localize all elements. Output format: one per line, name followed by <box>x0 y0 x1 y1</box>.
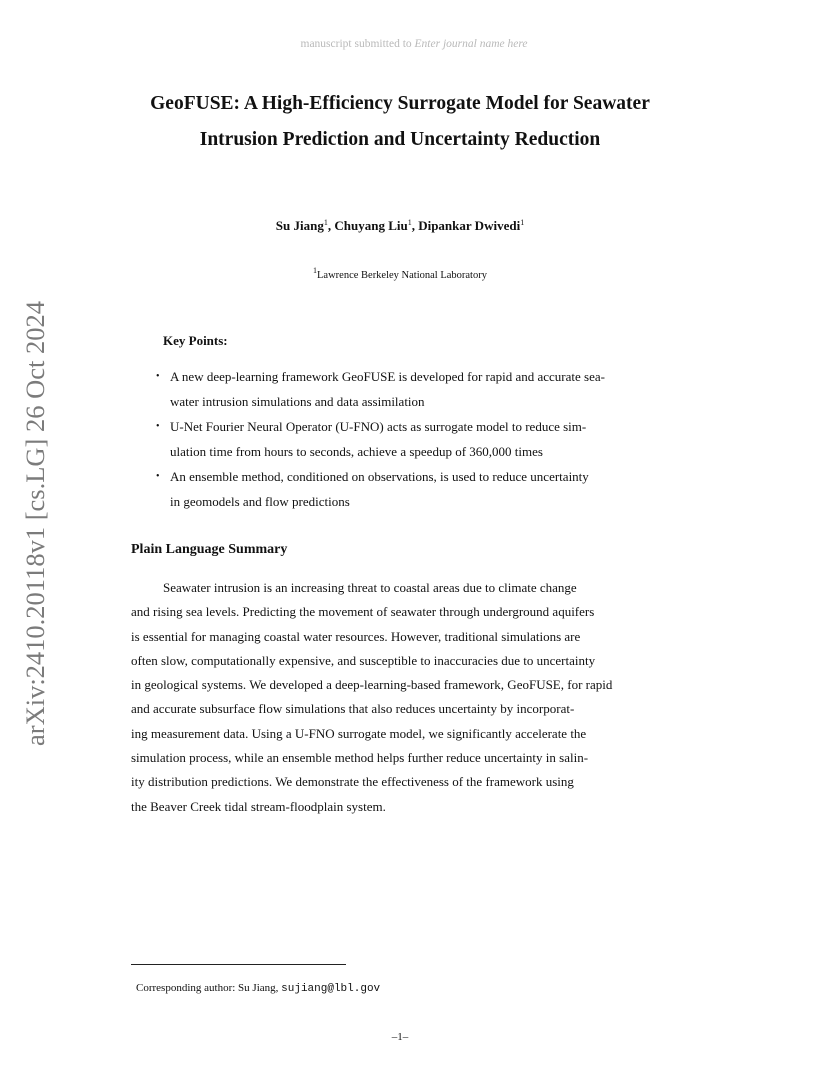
key-point-line: An ensemble method, conditioned on observations, is used to reduce uncertainty <box>170 469 589 484</box>
key-point-line: A new deep-learning framework GeoFUSE is developed for rapid and accurate sea- <box>170 369 605 384</box>
bullet-icon: • <box>156 421 160 432</box>
key-point-line: U-Net Fourier Neural Operator (U-FNO) acts as surrogate model to reduce sim- <box>170 419 587 434</box>
bullet-icon: • <box>156 471 160 482</box>
arxiv-sidebar <box>8 288 64 758</box>
header-prefix: manuscript submitted to <box>300 38 412 50</box>
paper-title: GeoFUSE: A High-Efficiency Surrogate Model for Seawater Intrusion Prediction and Uncertainty Reduction <box>150 93 650 150</box>
summary-line: ing measurement data. Using a U-FNO surrogate model, we significantly accelerate the <box>131 725 587 741</box>
summary-line: and accurate subsurface flow simulations that also reduces uncertainty by incorporat- <box>131 701 575 717</box>
key-point-item <box>154 415 664 464</box>
author-email-link[interactable]: sujiang@lbl.gov <box>281 983 381 995</box>
summary-line: Seawater intrusion is an increasing threat to coastal areas due to climate change <box>163 580 577 595</box>
author-affiliation-mark: 1 <box>323 218 328 227</box>
key-point-item <box>154 465 664 514</box>
corresponding-author-footnote <box>136 982 380 995</box>
author-name: Dipankar Dwivedi <box>418 218 521 233</box>
author-affiliation-mark: 1 <box>407 218 412 227</box>
key-point-line: ulation time from hours to seconds, achieve a speedup of 360,000 times <box>170 443 543 459</box>
key-point-line: in geomodels and flow predictions <box>170 493 350 509</box>
key-points-heading: Key Points: <box>163 333 228 348</box>
author-affiliation-mark: 1 <box>520 218 525 227</box>
plain-language-summary-body <box>131 576 671 819</box>
affiliation <box>0 266 800 281</box>
author-list: Su Jiang$^1$, Chuyang Liu$^1$, Dipankar Dwivedi$^1$ <box>275 218 525 233</box>
footnote-divider <box>131 964 346 965</box>
header-journal: Enter journal name here <box>414 38 528 50</box>
summary-line: ity distribution predictions. We demonstrate the effectiveness of the framework using <box>131 774 574 790</box>
footnote-text: Corresponding author: Su Jiang, <box>136 982 279 994</box>
summary-line: often slow, computationally expensive, and susceptible to inaccuracies due to uncertainty <box>131 652 596 668</box>
arxiv-identifier: arXiv:2410.20118v1 [cs.LG] 26 Oct 2024 <box>20 300 51 746</box>
summary-line: simulation process, while an ensemble method helps further reduce uncertainty in salin- <box>131 750 589 766</box>
summary-line: the Beaver Creek tidal stream-floodplain system. <box>131 798 386 814</box>
key-points-list <box>154 365 664 515</box>
summary-line: and rising sea levels. Predicting the movement of seawater through underground aquifers <box>131 604 595 620</box>
bullet-icon: • <box>156 371 160 382</box>
author-name: Su Jiang <box>275 218 324 233</box>
summary-line: in geological systems. We developed a deep-learning-based framework, GeoFUSE, for rapid <box>131 677 613 693</box>
plain-language-summary-heading: Plain Language Summary <box>131 542 288 557</box>
author-name: Chuyang Liu <box>334 218 408 233</box>
key-point-line: water intrusion simulations and data assimilation <box>170 393 425 409</box>
key-point-item <box>154 365 664 414</box>
affiliation-name: Lawrence Berkeley National Laboratory <box>317 270 487 281</box>
running-header <box>0 38 828 50</box>
affiliation-mark: 1 <box>313 266 318 275</box>
page-number: –1– <box>391 1031 409 1043</box>
summary-line: is essential for managing coastal water resources. However, traditional simulations are <box>131 628 581 644</box>
